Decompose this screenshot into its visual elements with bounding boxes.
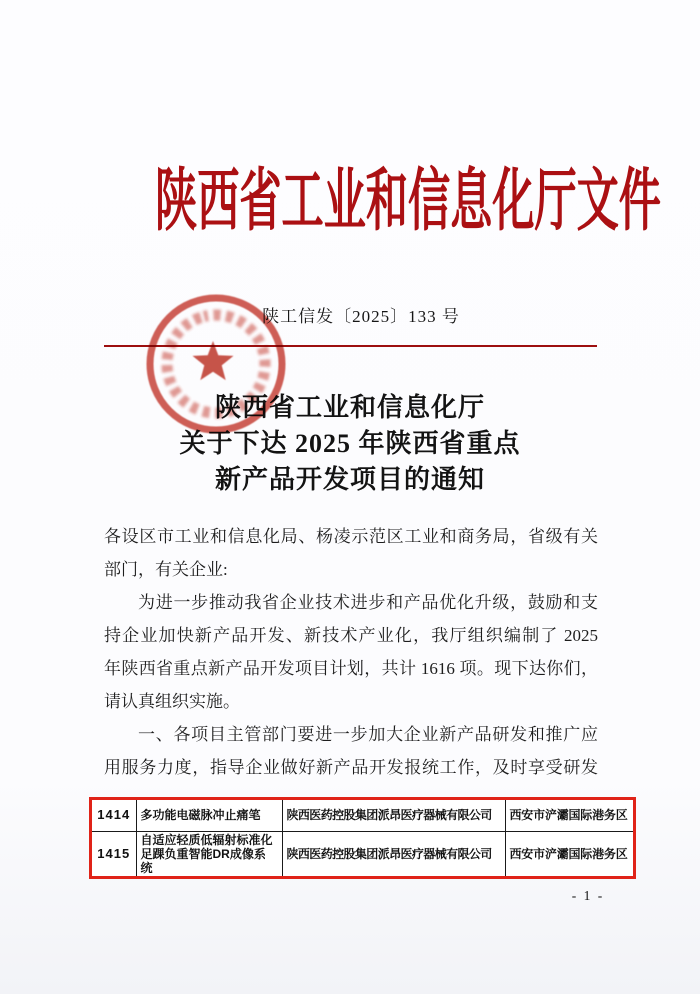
body-text-line: 部门，有关企业: (104, 560, 228, 579)
notice-title (0, 390, 700, 498)
seal-star-icon (193, 341, 234, 380)
notice-title-line: 陕西省工业和信息化厅 (214, 393, 485, 422)
project-district-cell: 西安市浐灞国际港务区 (505, 800, 633, 831)
department-header-title (0, 163, 700, 239)
project-name-cell: 多功能电磁脉冲止痛笔 (136, 800, 282, 831)
project-company-cell: 陕西医药控股集团派昂医疗器械有限公司 (282, 800, 505, 831)
body-text-line: 用服务力度，指导企业做好新产品开发报统工作，及时享受研发 (104, 758, 598, 777)
department-header-title-text: 陕西省工业和信息化厅文件 (155, 163, 661, 239)
body-text-line: 各设区市工业和信息化局、杨凌示范区工业和商务局，省级有关 (104, 527, 598, 546)
project-id-cell: 1414 (92, 800, 136, 831)
document-number: 陕工信发〔2025〕133 号 (262, 307, 460, 326)
project-table-row (92, 800, 633, 831)
official-seal-icon (141, 289, 291, 439)
project-table-row (92, 831, 633, 876)
notice-title-line: 新产品开发项目的通知 (214, 465, 485, 494)
page-number: - 1 - (571, 888, 605, 903)
notice-title-line: 关于下达 2025 年陕西省重点 (179, 429, 521, 458)
project-district-cell: 西安市浐灞国际港务区 (505, 831, 633, 876)
body-text-line: 一、各项目主管部门要进一步加大企业新产品研发和推广应 (138, 725, 598, 744)
body-text-line: 年陕西省重点新产品开发项目计划，共计 1616 项。现下达你们， (104, 659, 598, 678)
project-name-cell: 自适应轻质低辐射标准化足踝负重智能DR成像系统 (136, 831, 282, 876)
body-text (104, 520, 598, 784)
project-id-cell: 1415 (92, 831, 136, 876)
body-text-line: 持企业加快新产品开发、新技术产业化，我厅组织编制了 2025 (104, 626, 598, 645)
body-text-line: 请认真组织实施。 (104, 692, 240, 711)
body-text-line: 为进一步推动我省企业技术进步和产品优化升级，鼓励和支 (138, 593, 598, 612)
highlighted-projects-table (89, 797, 636, 879)
project-company-cell: 陕西医药控股集团派昂医疗器械有限公司 (282, 831, 505, 876)
